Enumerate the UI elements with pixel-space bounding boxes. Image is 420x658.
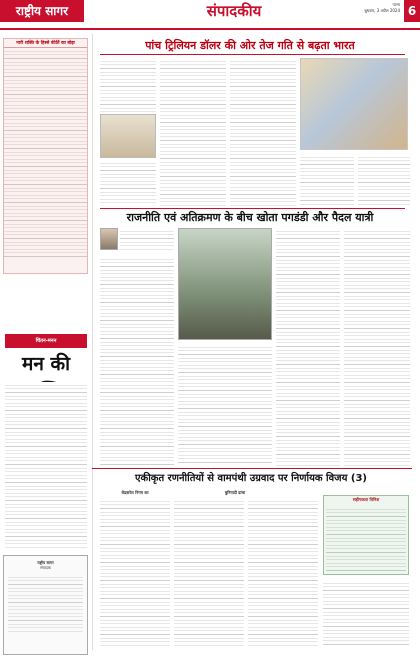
left-opinion-box (3, 38, 88, 274)
third-headline: एकीकृत रणनीतियों से वामपंथी उग्रवाद पर निर्णायक विजय (3) (135, 473, 367, 484)
lead-photo-small (100, 114, 156, 158)
lead-col5 (358, 154, 410, 206)
lead-col4 (300, 154, 354, 206)
sidebar-title: सहीपकता विनिश (352, 497, 380, 502)
third-sub1: केंद्रसरेल निगम का (121, 490, 149, 495)
third-col1 (100, 498, 170, 646)
lead-rule (100, 54, 405, 55)
second-col1 (100, 256, 174, 466)
sidebar-body (326, 506, 406, 572)
left-box-body (4, 48, 87, 258)
imprint-label: संपादक (40, 565, 51, 570)
second-col3 (276, 228, 340, 466)
imprint-box (3, 555, 88, 655)
lead-col1 (100, 58, 156, 112)
column-label: चिंतन-मनन (5, 334, 87, 348)
meta-date: बुधवार, 3 अप्रैल 2024 (364, 8, 400, 13)
meta-city: पटना (392, 2, 400, 7)
second-photo (178, 228, 272, 340)
second-headline: राजनीति एवं अतिक्रमण के बीच खोता पगडंडी और पैदल यात्री (126, 211, 374, 224)
third-col3 (248, 498, 318, 646)
brand-logo: राष्ट्रीय सागर (0, 0, 84, 22)
section-title: संपादकीय (206, 2, 262, 20)
lead-headline: पांच ट्रिलियन डॉलर की ओर तेज गति से बढ़ता भारत (145, 39, 355, 52)
lead-photo (300, 58, 408, 150)
imprint-title: राष्ट्रीय सागर (37, 560, 54, 565)
lead-col1-cont (100, 160, 156, 206)
third-rule (92, 468, 412, 469)
column-headline: मन की (21, 353, 71, 375)
third-sidebar (323, 495, 409, 575)
masthead-meta (280, 2, 400, 20)
second-col2 (178, 344, 272, 466)
third-col4 (323, 580, 409, 646)
third-sub2: बुनियादी ढांचा (224, 490, 246, 495)
left-box-title: नारी शक्ति के हिस्से कीर्ति का बोझ (4, 39, 87, 48)
second-rule (100, 208, 405, 209)
column-body (5, 382, 87, 550)
second-col4 (344, 228, 410, 466)
third-col2 (174, 498, 244, 646)
second-byline (120, 228, 174, 252)
author-photo (100, 228, 118, 250)
lead-col3 (230, 58, 296, 206)
lead-col2 (160, 58, 226, 206)
column-divider (92, 34, 93, 650)
page-number: 6 (404, 0, 420, 22)
imprint-body (8, 574, 83, 634)
